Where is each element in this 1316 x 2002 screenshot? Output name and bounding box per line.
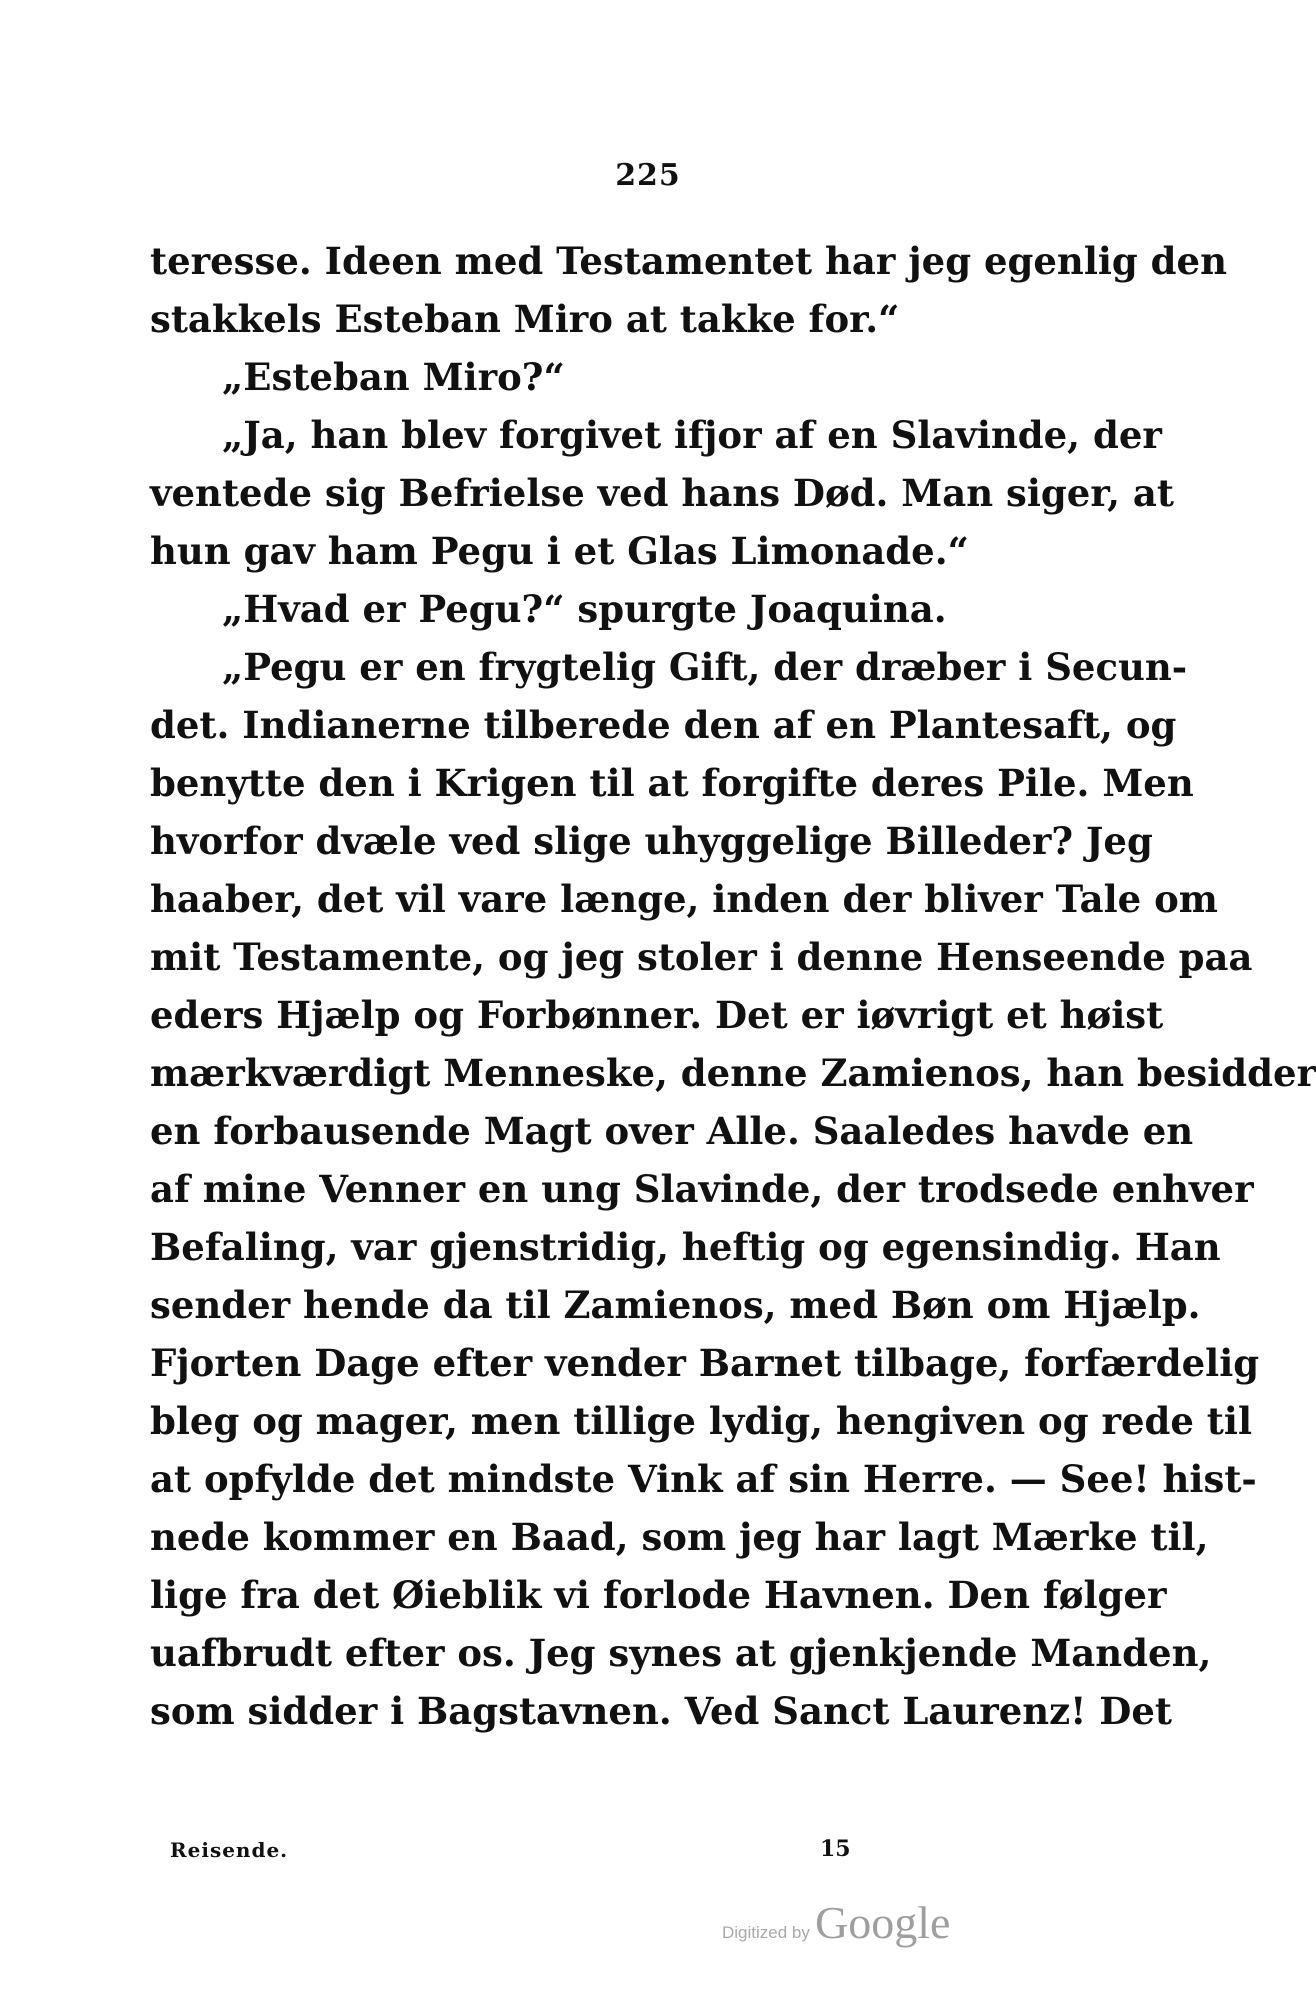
text-line: uafbrudt efter os. Jeg synes at gjenkjende Manden,	[150, 1631, 1212, 1675]
text-line: af mine Venner en ung Slavinde, der trodsede enhver	[150, 1167, 1254, 1211]
text-line: „Esteban Miro?“	[222, 355, 565, 399]
text-line: mærkværdigt Menneske, denne Zamienos, han besidder	[150, 1051, 1316, 1095]
text-line: eders Hjælp og Forbønner. Det er iøvrigt et høist	[150, 993, 1164, 1037]
text-line: teresse. Ideen med Testamentet har jeg egenlig den	[150, 239, 1227, 283]
text-line: „Ja, han blev forgivet ifjor af en Slavinde, der	[222, 413, 1162, 457]
page-number: 225	[615, 158, 681, 193]
text-line: Fjorten Dage efter vender Barnet tilbage, forfærdelig	[150, 1341, 1260, 1385]
digitization-watermark	[722, 1896, 950, 1949]
text-line: en forbausende Magt over Alle. Saaledes havde en	[150, 1109, 1194, 1153]
text-line: „Pegu er en frygtelig Gift, der dræber i Secun-	[222, 645, 1188, 689]
signature-mark: Reisende.	[170, 1838, 289, 1862]
watermark-prefix: Digitized by	[722, 1923, 810, 1942]
text-line: lige fra det Øieblik vi forlode Havnen. Den følger	[150, 1573, 1167, 1617]
text-line: mit Testamente, og jeg stoler i denne Henseende paa	[150, 935, 1253, 979]
text-line: Befaling, var gjenstridig, heftig og egensindig. Han	[150, 1225, 1221, 1269]
text-line: at opfylde det mindste Vink af sin Herre. — See! hist-	[150, 1457, 1257, 1501]
text-line: det. Indianerne tilberede den af en Plantesaft, og	[150, 703, 1177, 747]
text-line: sender hende da til Zamienos, med Bøn om Hjælp.	[150, 1283, 1201, 1327]
text-line: stakkels Esteban Miro at takke for.“	[150, 297, 900, 341]
sheet-number: 15	[820, 1836, 851, 1862]
text-line: som sidder i Bagstavnen. Ved Sanct Laurenz! Det	[150, 1689, 1173, 1733]
text-line: haaber, det vil vare længe, inden der bliver Tale om	[150, 877, 1218, 921]
text-line: benytte den i Krigen til at forgifte deres Pile. Men	[150, 761, 1194, 805]
text-line: bleg og mager, men tillige lydig, hengiven og rede til	[150, 1399, 1252, 1443]
body-text	[150, 232, 1316, 1740]
text-line: „Hvad er Pegu?“ spurgte Joaquina.	[222, 587, 947, 631]
text-line: hvorfor dvæle ved slige uhyggelige Billeder? Jeg	[150, 819, 1153, 863]
text-line: ventede sig Befrielse ved hans Død. Man siger, at	[150, 471, 1174, 515]
watermark-logo: Google	[814, 1897, 951, 1948]
text-line: nede kommer en Baad, som jeg har lagt Mærke til,	[150, 1515, 1209, 1559]
text-line: hun gav ham Pegu i et Glas Limonade.“	[150, 529, 969, 573]
